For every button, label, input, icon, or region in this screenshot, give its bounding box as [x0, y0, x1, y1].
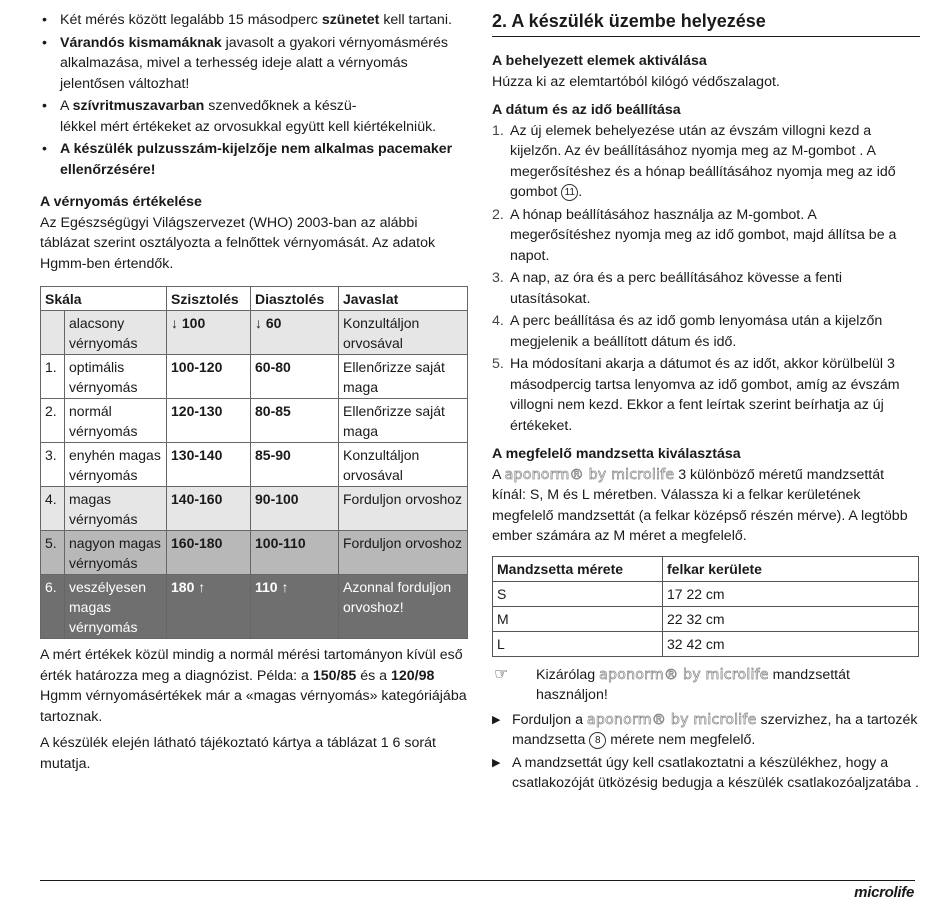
diagnosis-text: A mért értékek közül mindig a normál mérési tartományon kívül eső érték határozza meg a diagnózist. Példa: a 150/85 és a 120/98 Hgmm vérnyomásértékek már a «magas vérnyomás» kategóriájába tartoznak. — [40, 647, 467, 725]
table-row: 5. nagyon magas vérnyomás 160-180 100-110 Forduljon orvoshoz — [41, 531, 468, 575]
bp-table — [40, 286, 468, 639]
table-row: 1. optimális vérnyomás 100-120 60-80 Ellenőrizze saját maga — [41, 355, 468, 399]
list-item: 1. Az új elemek behelyezése után az évszám villogni kezd a kijelzőn. Az év beállításához nyomja meg az M-gombot . A megerősítéshez és a hónap beállításához nyomja meg az idő gombot 11 . — [492, 122, 896, 200]
bullet-icon: • — [42, 141, 47, 157]
eval-text: Az Egészségügyi Világszervezet (WHO) 2003-ban az alábbi táblázat szerint osztályozta a felnőttek vérnyomását. Az adatok Hgmm-ben értendők. — [40, 214, 436, 272]
footer-divider — [40, 880, 915, 881]
footer-logo: microlife — [854, 884, 914, 901]
bullet-pause: • Két mérés között legalább 15 másodperc szünetet kell tartani. — [40, 10, 470, 31]
table-row: alacsony vérnyomás ↓ 100 ↓ 60 Konzultáljon orvosával — [41, 311, 468, 355]
bullet-icon: • — [42, 34, 47, 51]
cuff-table — [492, 556, 919, 657]
table-row: 3. enyhén magas vérnyomás 130-140 85-90 Konzultáljon orvosával — [41, 443, 468, 487]
page-title: 2. A készülék üzembe helyezése — [492, 11, 766, 31]
ref-circle-icon: 8 — [589, 732, 606, 749]
list-item: 4. A perc beállítása és az idő gomb lenyomása után a kijelzőn megjelenik a beállított dátum és idő. — [492, 313, 883, 350]
bullet-arrhythmia: • A szívritmuszavarban szenvedőknek a készü- lékkel mért értékeket az orvosukkal együtt kell kiértékelniük. — [42, 98, 437, 135]
datetime-title: A dátum és az idő beállítása — [492, 102, 681, 118]
section-heading — [492, 10, 920, 37]
datetime-steps — [492, 121, 920, 437]
right-column — [492, 10, 920, 796]
bp-table-header: Skála Szisztolés Diasztolés Javaslat — [41, 287, 468, 311]
table-row: 4. magas vérnyomás 140-160 90-100 Forduljon orvoshoz — [41, 487, 468, 531]
arrow-item-connect: ▶ A mandzsettát úgy kell csatlakoztatni a készülékhez, hogy a csatlakozóját ütközésig bedugja a készülék csatlakozóaljzatába . — [492, 754, 919, 791]
eval-title: A vérnyomás értékelése — [40, 194, 202, 210]
table-row: 2. normál vérnyomás 120-130 80-85 Ellenőrizze saját maga — [41, 399, 468, 443]
battery-text: Húzza ki az elemtartóból kilógó védőszalagot. — [492, 73, 780, 90]
brand-name: aponorm® by microlife — [586, 711, 757, 728]
arrow-item-service: ▶ Forduljon a aponorm® by microlife szervizhez, ha a tartozék mandzsetta 8 mérete nem megfelelő. — [492, 711, 918, 748]
arrow-right-icon: ▶ — [492, 756, 501, 769]
list-item: 2. A hónap beállításához használja az M-gombot. A megerősítéshez nyomja meg az idő gombot, majd állítsa be a napot. — [492, 206, 897, 264]
brand-name: aponorm® by microlife — [504, 466, 675, 483]
table-row: S 17 22 cm — [493, 581, 919, 606]
bullet-icon: • — [42, 98, 47, 114]
arrow-right-icon: ▶ — [492, 713, 501, 726]
note-line: ☞ Kizárólag aponorm® by microlife mandzsettát használjon! — [494, 665, 850, 703]
pointing-hand-icon: ☞ — [494, 665, 509, 683]
list-item: 3. A nap, az óra és a perc beállításához kövesse a fenti utasításokat. — [492, 270, 843, 307]
bullet-pacemaker: • A készülék pulzusszám-kijelzője nem alkalmas pacemaker ellenőrzésére! — [42, 141, 453, 178]
bullet-icon: • — [42, 12, 47, 28]
bullet-pregnant: • Várandós kismamáknak javasolt a gyakori vérnyomásmérés alkalmazása, mivel a terhesség ideje alatt a vérnyomás jelentősen változhat! — [42, 34, 448, 92]
cuff-table-header: Mandzsetta mérete felkar kerülete — [493, 556, 919, 581]
cuff-text: A aponorm® by microlife 3 különböző méretű mandzsettát kínál: S, M és L méretben. Válassza ki a felkar kerületének megfelelő mandzsettát (a felkar középső részén mérve). A legtöbb ember számára az M méret a megfelelő. — [492, 466, 908, 544]
list-item: 5. Ha módosítani akarja a dátumot és az időt, akkor körülbelül 3 másodpercig tartsa lenyomva az idő gombot, amíg az évszám villogni nem kezd. Ekkor a fent leírtak szerint beírhatja az új értékeket. — [492, 356, 900, 434]
table-row: 6. veszélyesen magas vérnyomás 180 ↑ 110 ↑ Azonnal forduljon orvoshoz! — [41, 575, 468, 639]
cuff-title: A megfelelő mandzsetta kiválasztása — [492, 446, 741, 462]
ref-circle-icon: 11 — [561, 184, 578, 201]
battery-title: A behelyezett elemek aktiválása — [492, 53, 707, 69]
left-column — [40, 10, 470, 774]
table-row: L 32 42 cm — [493, 631, 919, 656]
brand-name: aponorm® by microlife — [599, 666, 769, 683]
info-card-text: A készülék elején látható tájékoztató kártya a táblázat 1 6 sorát mutatja. — [40, 735, 436, 772]
table-row: M 22 32 cm — [493, 606, 919, 631]
